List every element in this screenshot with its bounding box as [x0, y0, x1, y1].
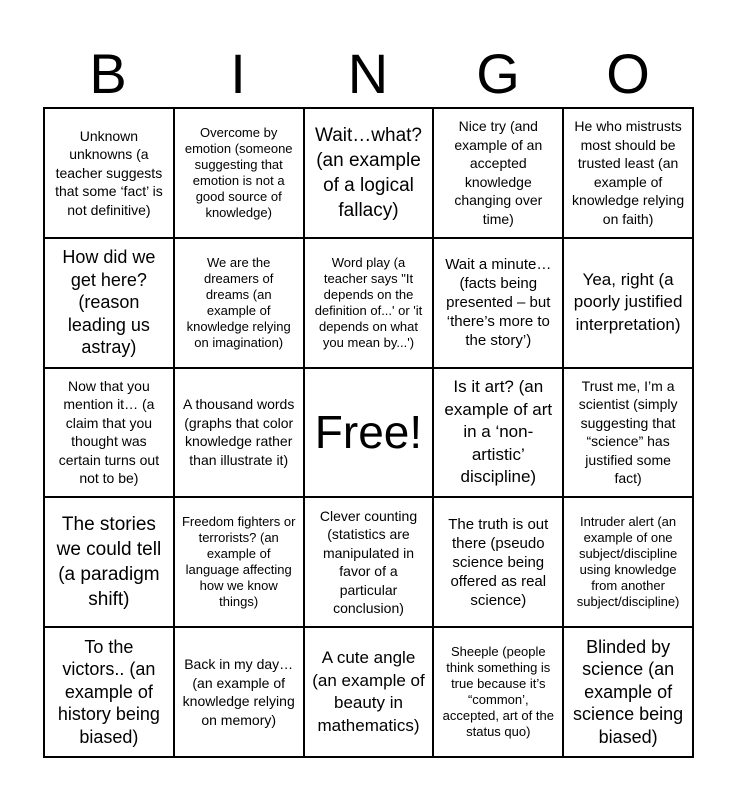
cell-text: Yea, right (a poorly justified interpretation): [573, 269, 683, 334]
header-letter-o: O: [606, 42, 650, 105]
bingo-cell[interactable]: [564, 628, 694, 758]
bingo-cell[interactable]: [45, 628, 175, 758]
bingo-cell[interactable]: [564, 109, 694, 239]
bingo-cell[interactable]: [434, 239, 564, 369]
bingo-cell[interactable]: [564, 498, 694, 628]
bingo-cell[interactable]: [434, 109, 564, 239]
cell-text: The truth is out there (pseudo science being offered as real science): [448, 515, 549, 609]
cell-text: Wait…what? (an example of a logical fallacy): [314, 124, 422, 221]
bingo-cell[interactable]: [305, 498, 435, 628]
cell-text: Trust me, I’m a scientist (simply suggesting that “science” has justified some fact): [578, 377, 678, 487]
cell-text: Clever counting (statistics are manipulated in favor of a particular conclusion): [319, 507, 418, 617]
header-letter-i: I: [230, 42, 246, 105]
free-space-cell[interactable]: [305, 369, 435, 499]
bingo-cell[interactable]: [434, 369, 564, 499]
cell-text: A thousand words (graphs that color knowledge rather than illustrate it): [183, 396, 295, 468]
bingo-cell[interactable]: [45, 109, 175, 239]
bingo-cell[interactable]: [45, 369, 175, 499]
header-letter-g: G: [476, 42, 520, 105]
header-letter-n: N: [347, 42, 389, 105]
bingo-cell[interactable]: [175, 109, 305, 239]
bingo-card-grid: [43, 107, 694, 758]
header-letter-b: B: [89, 42, 127, 105]
cell-text: Now that you mention it… (a claim that you thought was certain turns out not to be): [58, 377, 160, 487]
cell-text: Intruder alert (an example of one subject/discipline using knowledge from another subject/discipline): [576, 514, 680, 610]
cell-text: Freedom fighters or terrorists? (an example of language affecting how we know things): [181, 514, 296, 610]
bingo-cell[interactable]: [175, 628, 305, 758]
cell-text: How did we get here? (reason leading us astray): [62, 247, 156, 358]
cell-text: Blinded by science (an example of science being biased): [573, 636, 684, 747]
bingo-cell[interactable]: [45, 498, 175, 628]
free-space-text: Free!: [314, 406, 423, 459]
cell-text: To the victors.. (an example of history being biased): [57, 636, 160, 747]
bingo-cell[interactable]: [305, 628, 435, 758]
cell-text: Word play (a teacher says "It depends on the definition of...' or 'it depends on what you mean by...'): [314, 254, 423, 350]
cell-text: Is it art? (an example of art in a ‘non-artistic’ discipline): [444, 377, 553, 487]
cell-text: Back in my day… (an example of knowledge relying on memory): [182, 656, 295, 728]
bingo-cell[interactable]: [434, 498, 564, 628]
bingo-cell[interactable]: [564, 239, 694, 369]
bingo-cell[interactable]: [175, 498, 305, 628]
cell-text: Overcome by emotion (someone suggesting that emotion is not a good source of knowledge): [184, 124, 293, 220]
bingo-cell[interactable]: [434, 628, 564, 758]
bingo-cell[interactable]: [305, 239, 435, 369]
bingo-cell[interactable]: [175, 369, 305, 499]
cell-text: Unknown unknowns (a teacher suggests that some ‘fact’ is not definitive): [55, 127, 163, 218]
cell-text: He who mistrusts most should be trusted least (an example of knowledge relying on faith): [572, 118, 685, 227]
cell-text: Nice try (and example of an accepted knowledge changing over time): [454, 118, 543, 227]
bingo-header: [43, 42, 693, 106]
bingo-cell[interactable]: [45, 239, 175, 369]
bingo-cell[interactable]: [305, 109, 435, 239]
cell-text: Sheeple (people think something is true because it’s “common’, accepted, art of the status quo): [442, 644, 554, 740]
cell-text: A cute angle (an example of beauty in mathematics): [312, 648, 425, 735]
bingo-cell[interactable]: [564, 369, 694, 499]
cell-text: We are the dreamers of dreams (an example of knowledge relying on imagination): [186, 254, 291, 350]
cell-text: The stories we could tell (a paradigm shift): [56, 514, 162, 611]
cell-text: Wait a minute… (facts being presented – but ‘there’s more to the story’): [445, 256, 552, 350]
bingo-cell[interactable]: [175, 239, 305, 369]
